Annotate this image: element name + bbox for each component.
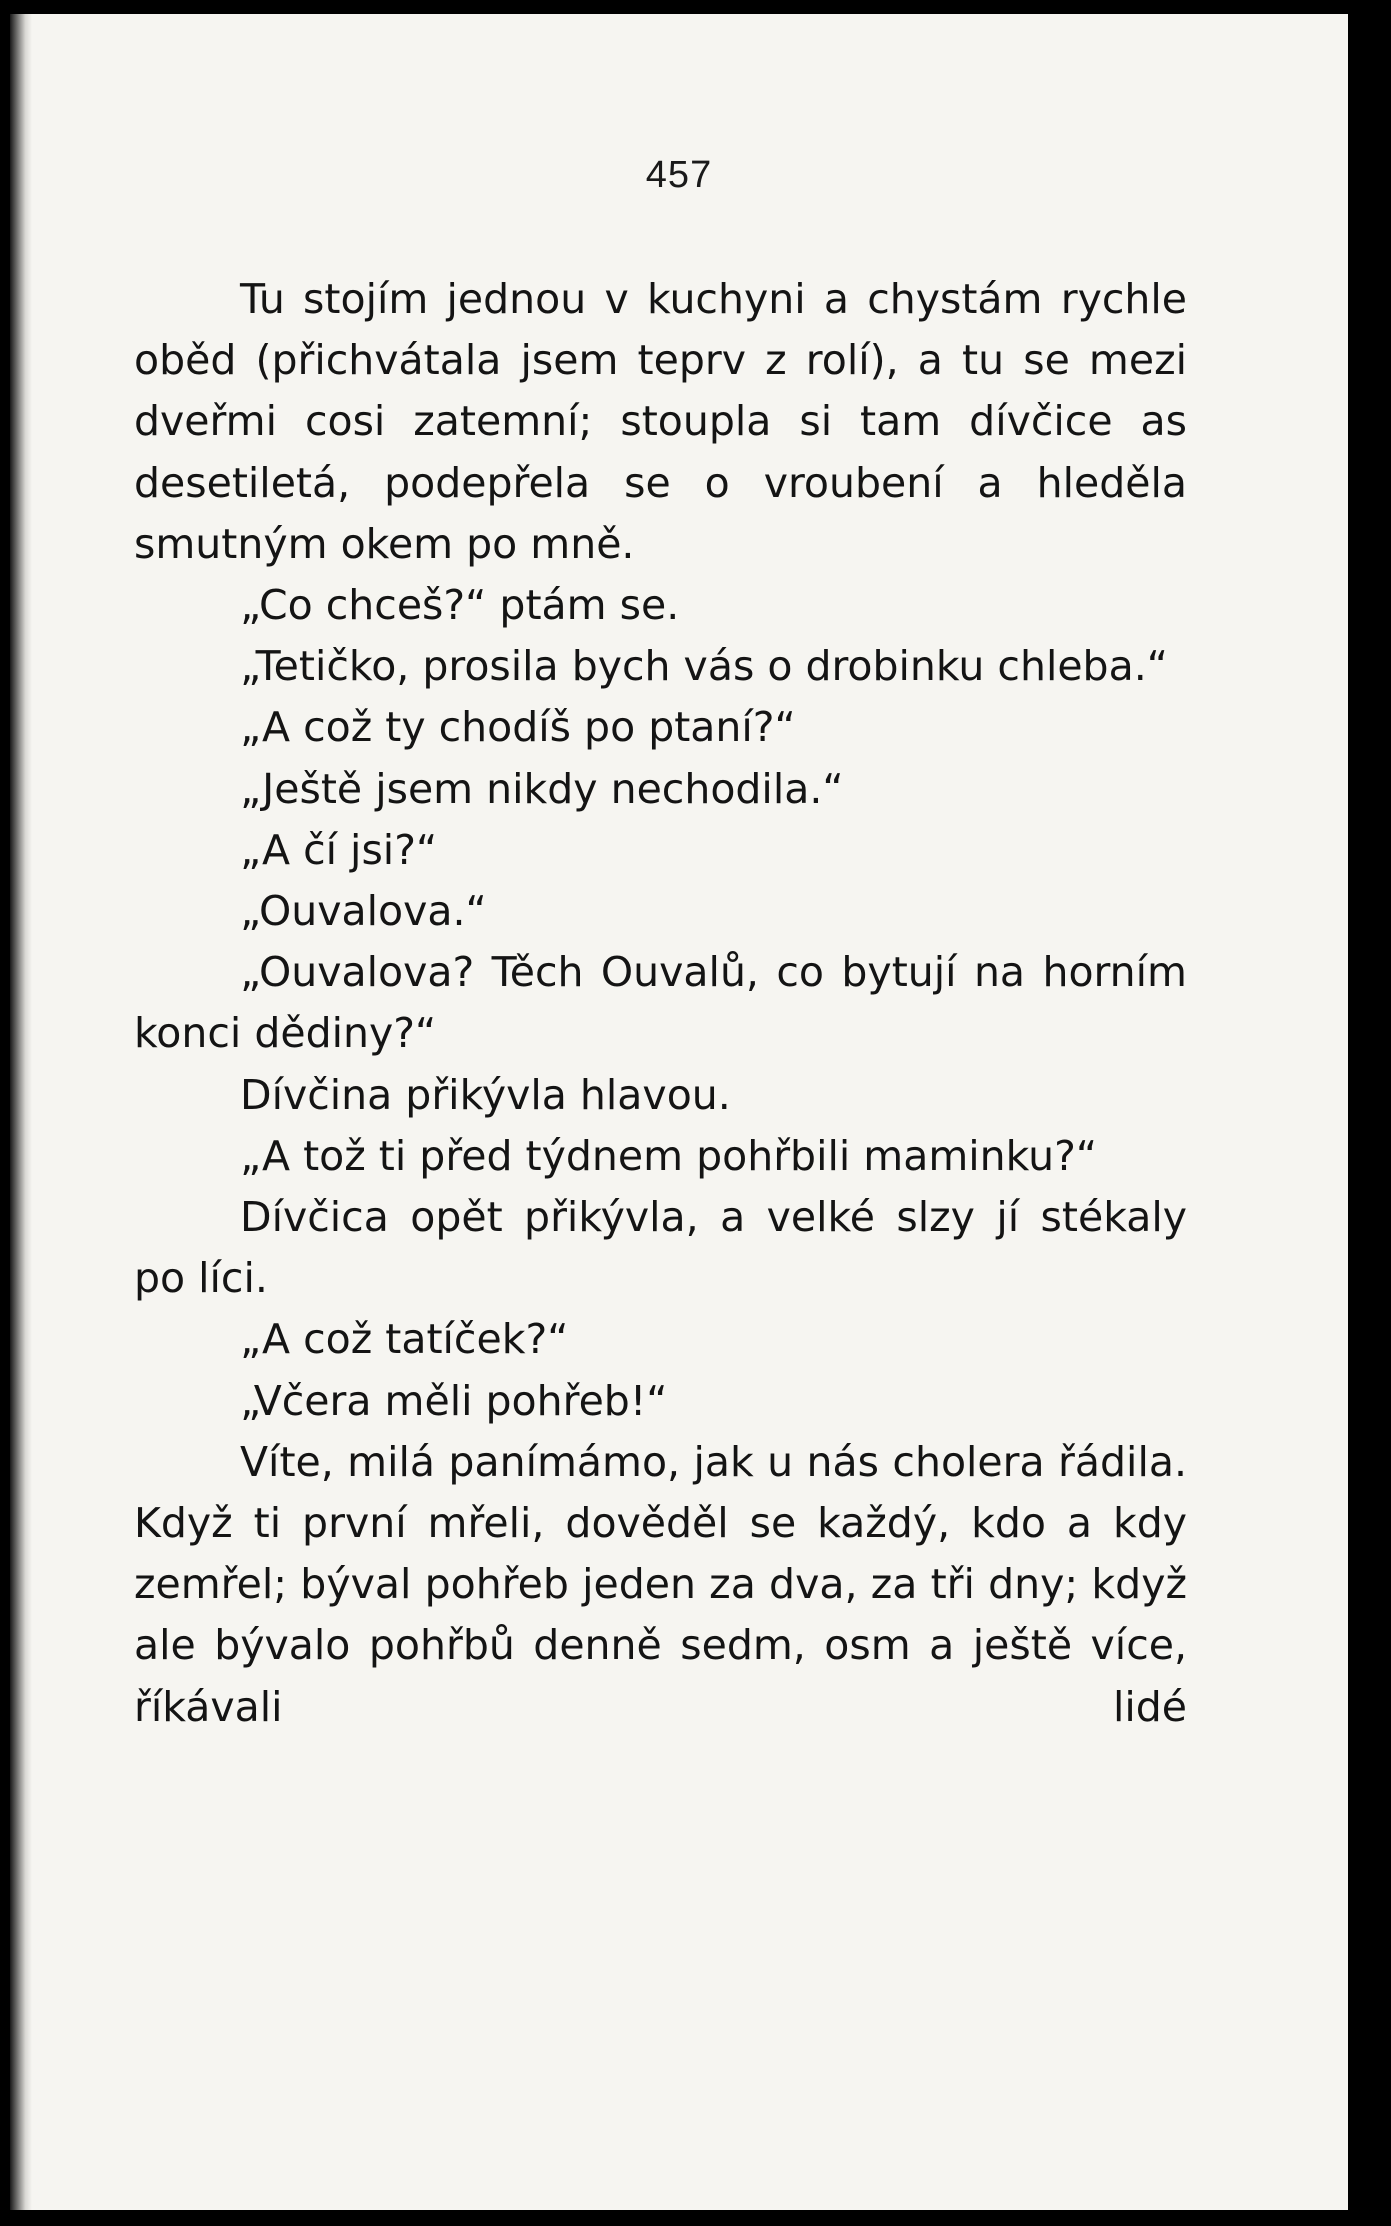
paragraph-question-what: „Co chceš?“ ptám se. bbox=[240, 581, 680, 630]
paragraph-kitchen: Tu stojím jednou v kuchyni a chystám rychle oběd (přichvátala jsem teprv z rolí), a tu se mezi dveřmi cosi zatemní; stoupla si tam dívčice as desetiletá, podepřela se o vroubení a hleděla smutným okem po mně. bbox=[134, 275, 1187, 568]
paragraph-request-bread: „Tetičko, prosila bych vás o drobinku chleba.“ bbox=[240, 642, 1168, 691]
paragraph-answer-never: „Ještě jsem nikdy nechodila.“ bbox=[240, 764, 844, 813]
body-text bbox=[134, 269, 1187, 1738]
paragraph-cholera: Víte, milá panímámo, jak u nás cholera řádila. Když ti první mřeli, dověděl se každý, kdo a kdy zemřel; býval pohřeb jeden za dva, za tři dny; když ale bývalo pohřbů denně sedm, osm a ještě více, říkávali lidé bbox=[134, 1437, 1187, 1731]
paragraph-nod: Dívčina přikývla hlavou. bbox=[240, 1070, 731, 1119]
paragraph-answer-ouvalova: „Ouvalova.“ bbox=[240, 887, 487, 936]
paragraph-question-ouvalu: „Ouvalova? Těch Ouvalů, co bytují na horním konci dědiny?“ bbox=[134, 948, 1187, 1058]
book-page bbox=[10, 14, 1348, 2210]
paragraph-question-father: „A což tatíček?“ bbox=[240, 1315, 569, 1364]
page-number: 457 bbox=[645, 154, 713, 196]
paragraph-answer-funeral: „Včera měli pohřeb!“ bbox=[240, 1376, 668, 1425]
paragraph-question-begging: „A což ty chodíš po ptaní?“ bbox=[240, 703, 796, 752]
paragraph-question-whose: „A čí jsi?“ bbox=[240, 825, 438, 874]
paragraph-question-mother: „A tož ti před týdnem pohřbili maminku?“ bbox=[240, 1131, 1098, 1180]
paragraph-tears: Dívčica opět přikývla, a velké slzy jí stékaly po líci. bbox=[134, 1193, 1187, 1303]
